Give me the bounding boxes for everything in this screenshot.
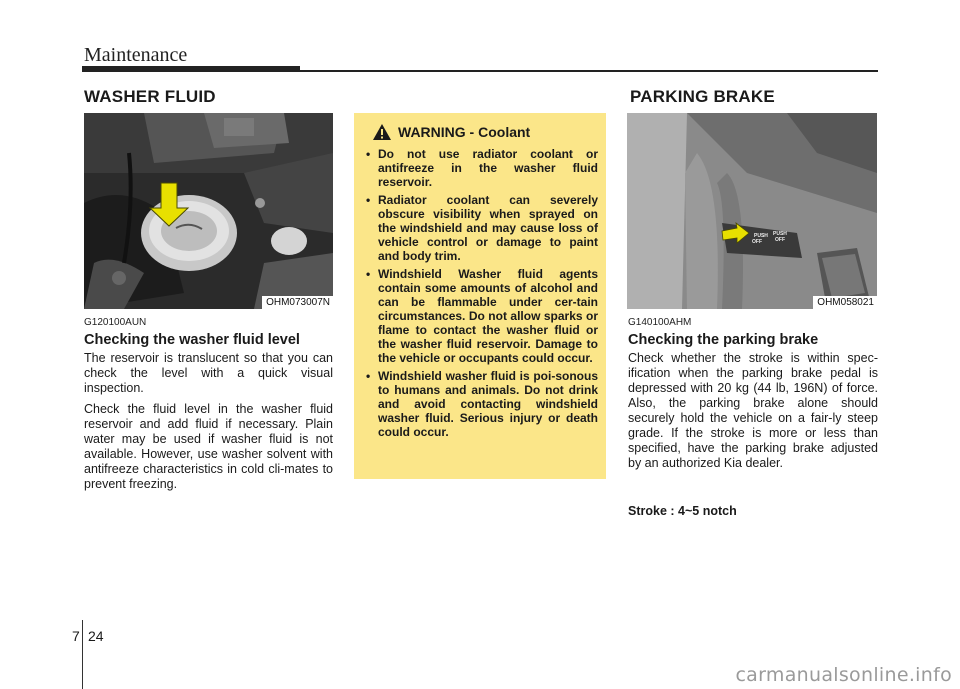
warning-item: • Radiator coolant can severely obscure visibility when sprayed on the windshield and may cause loss of vehicle control or damage to paint and body trim. [364,193,598,263]
warning-header [372,123,598,141]
stroke-spec: Stroke : 4~5 notch [628,504,737,518]
watermark: carmanualsonline.info [735,664,952,686]
page-number: 24 [88,628,104,644]
chapter-number: 7 [72,628,80,644]
parking-paragraph: Check whether the stroke is within spec-ification when the parking brake pedal is depressed with 20 kg (44 lb, 196N) of force. Also, the parking brake alone should securely hold the vehicle on a fair-ly steep grade. If the stroke is more or less than specified, have the parking brake adjusted by an authorized Kia dealer. [628,351,878,470]
coolant-warning-box [354,113,606,479]
pedal-off-label-1: OFF [752,239,762,245]
pedal-off-label-2: OFF [775,237,785,243]
pedal-push-label-1: PUSH [754,233,768,239]
washer-fluid-section-title: WASHER FLUID [84,87,216,106]
warning-triangle-icon [372,123,392,141]
washer-paragraph-2: Check the fluid level in the washer fluid reservoir and add fluid if necessary. Plain water may be used if washer fluid is not available. However, use washer solvent with antifreeze characteristics in cold cli-mates to prevent freezing. [84,402,333,491]
parking-brake-section-title: PARKING BRAKE [630,87,775,106]
parking-section-code: G140100AHM [628,317,692,328]
parking-subheading: Checking the parking brake [628,332,819,348]
header-thin-rule [300,70,878,72]
washer-subheading: Checking the washer fluid level [84,332,300,348]
warning-title: WARNING - Coolant [398,124,531,140]
warning-item: • Windshield Washer fluid agents contain some amounts of alcohol and can be flammable under cer-tain circumstances. Do not allow sparks or flame to contact the washer fluid or the washer fluid reservoir. Damage to the vehicle or occupants could occur. [364,267,598,365]
washer-body-text [84,351,333,498]
washer-paragraph-1: The reservoir is translucent so that you can check the level with a quick visual inspection. [84,351,333,395]
washer-section-code: G120100AUN [84,317,147,328]
parking-body-text [628,351,878,477]
page-header-title: Maintenance [84,44,188,66]
warning-item: • Do not use radiator coolant or antifreeze in the washer fluid reservoir. [364,147,598,189]
page-number-divider [82,620,83,689]
washer-reservoir-photo [84,113,333,309]
header-thick-rule [82,66,300,72]
washer-photo-code: OHM073007N [262,296,333,309]
warning-list [364,147,598,439]
pedal-push-label-2: PUSH [773,231,787,237]
parking-photo-code: OHM058021 [813,296,877,309]
parking-brake-photo [627,113,877,309]
warning-item: • Windshield washer fluid is poi-sonous to humans and animals. Do not drink and avoid contacting windshield washer fluid. Serious injury or death could occur. [364,369,598,439]
